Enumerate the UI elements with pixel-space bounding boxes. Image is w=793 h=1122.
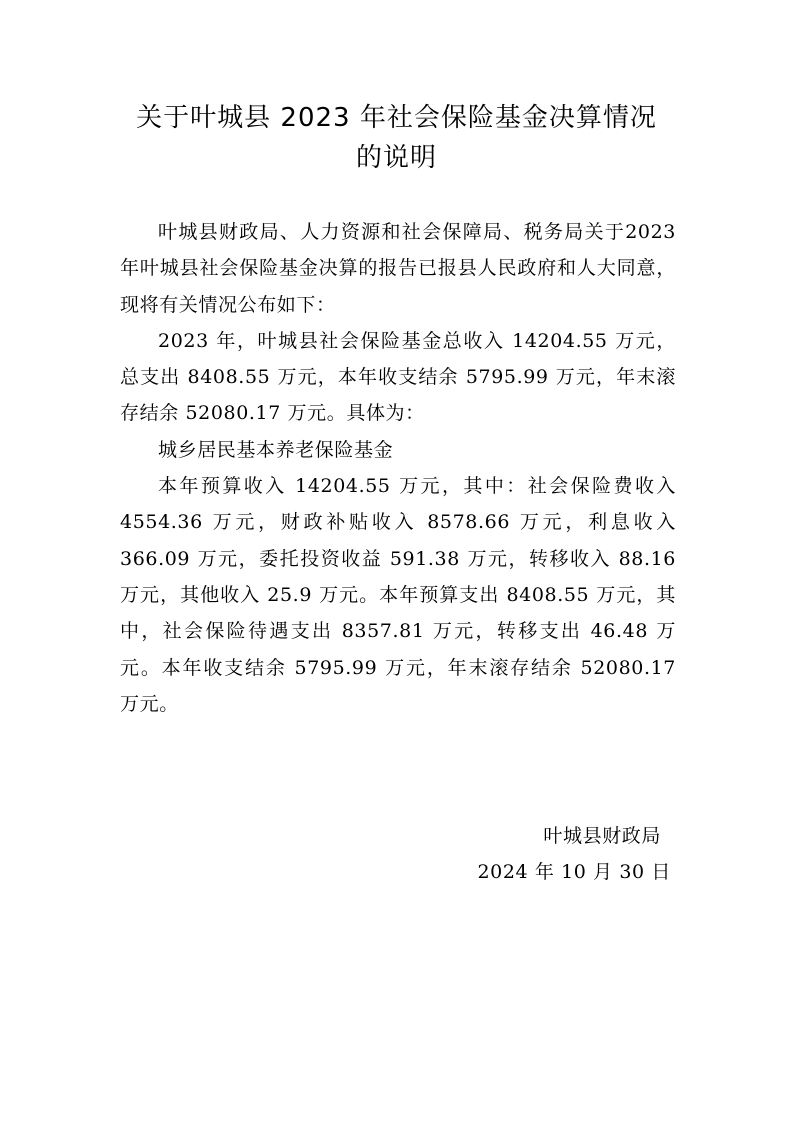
signature-organization: 叶城县财政局 [543,825,661,847]
paragraph-summary: 2023 年，叶城县社会保险基金总收入 14204.55 万元，总支出 8408.55 万元，本年收支结余 5795.99 万元，年末滚存结余 52080.17 万元。具体为： [120,329,676,425]
signature-date: 2024 年 10 月 30 日 [477,861,671,883]
document-title-line-1: 关于叶城县 2023 年社会保险基金决算情况 [136,103,657,133]
paragraph-intro: 叶城县财政局、人力资源和社会保障局、税务局关于2023 年叶城县社会保险基金决算的报告已报县人民政府和人大同意，现将有关情况公布如下： [120,221,676,316]
document-body [120,214,676,722]
signature-block [477,818,671,890]
paragraph-pension-details: 本年预算收入 14204.55 万元，其中：社会保险费收入 4554.36 万元，财政补贴收入 8578.66 万元，利息收入 366.09 万元，委托投资收益 591.38 万元，转移收入 88.16 万元，其他收入 25.9 万元。本年预算支出 8408.55 万元，其中，社会保险待遇支出 8357.81 万元，转移支出 46.48 万元。本年收支结余 5795.99 万元，年末滚存结余 52080.17 万元。 [120,475,676,715]
document-title-line-2: 的说明 [355,143,437,173]
section-heading-pension-fund: 城乡居民基本养老保险基金 [158,438,394,461]
